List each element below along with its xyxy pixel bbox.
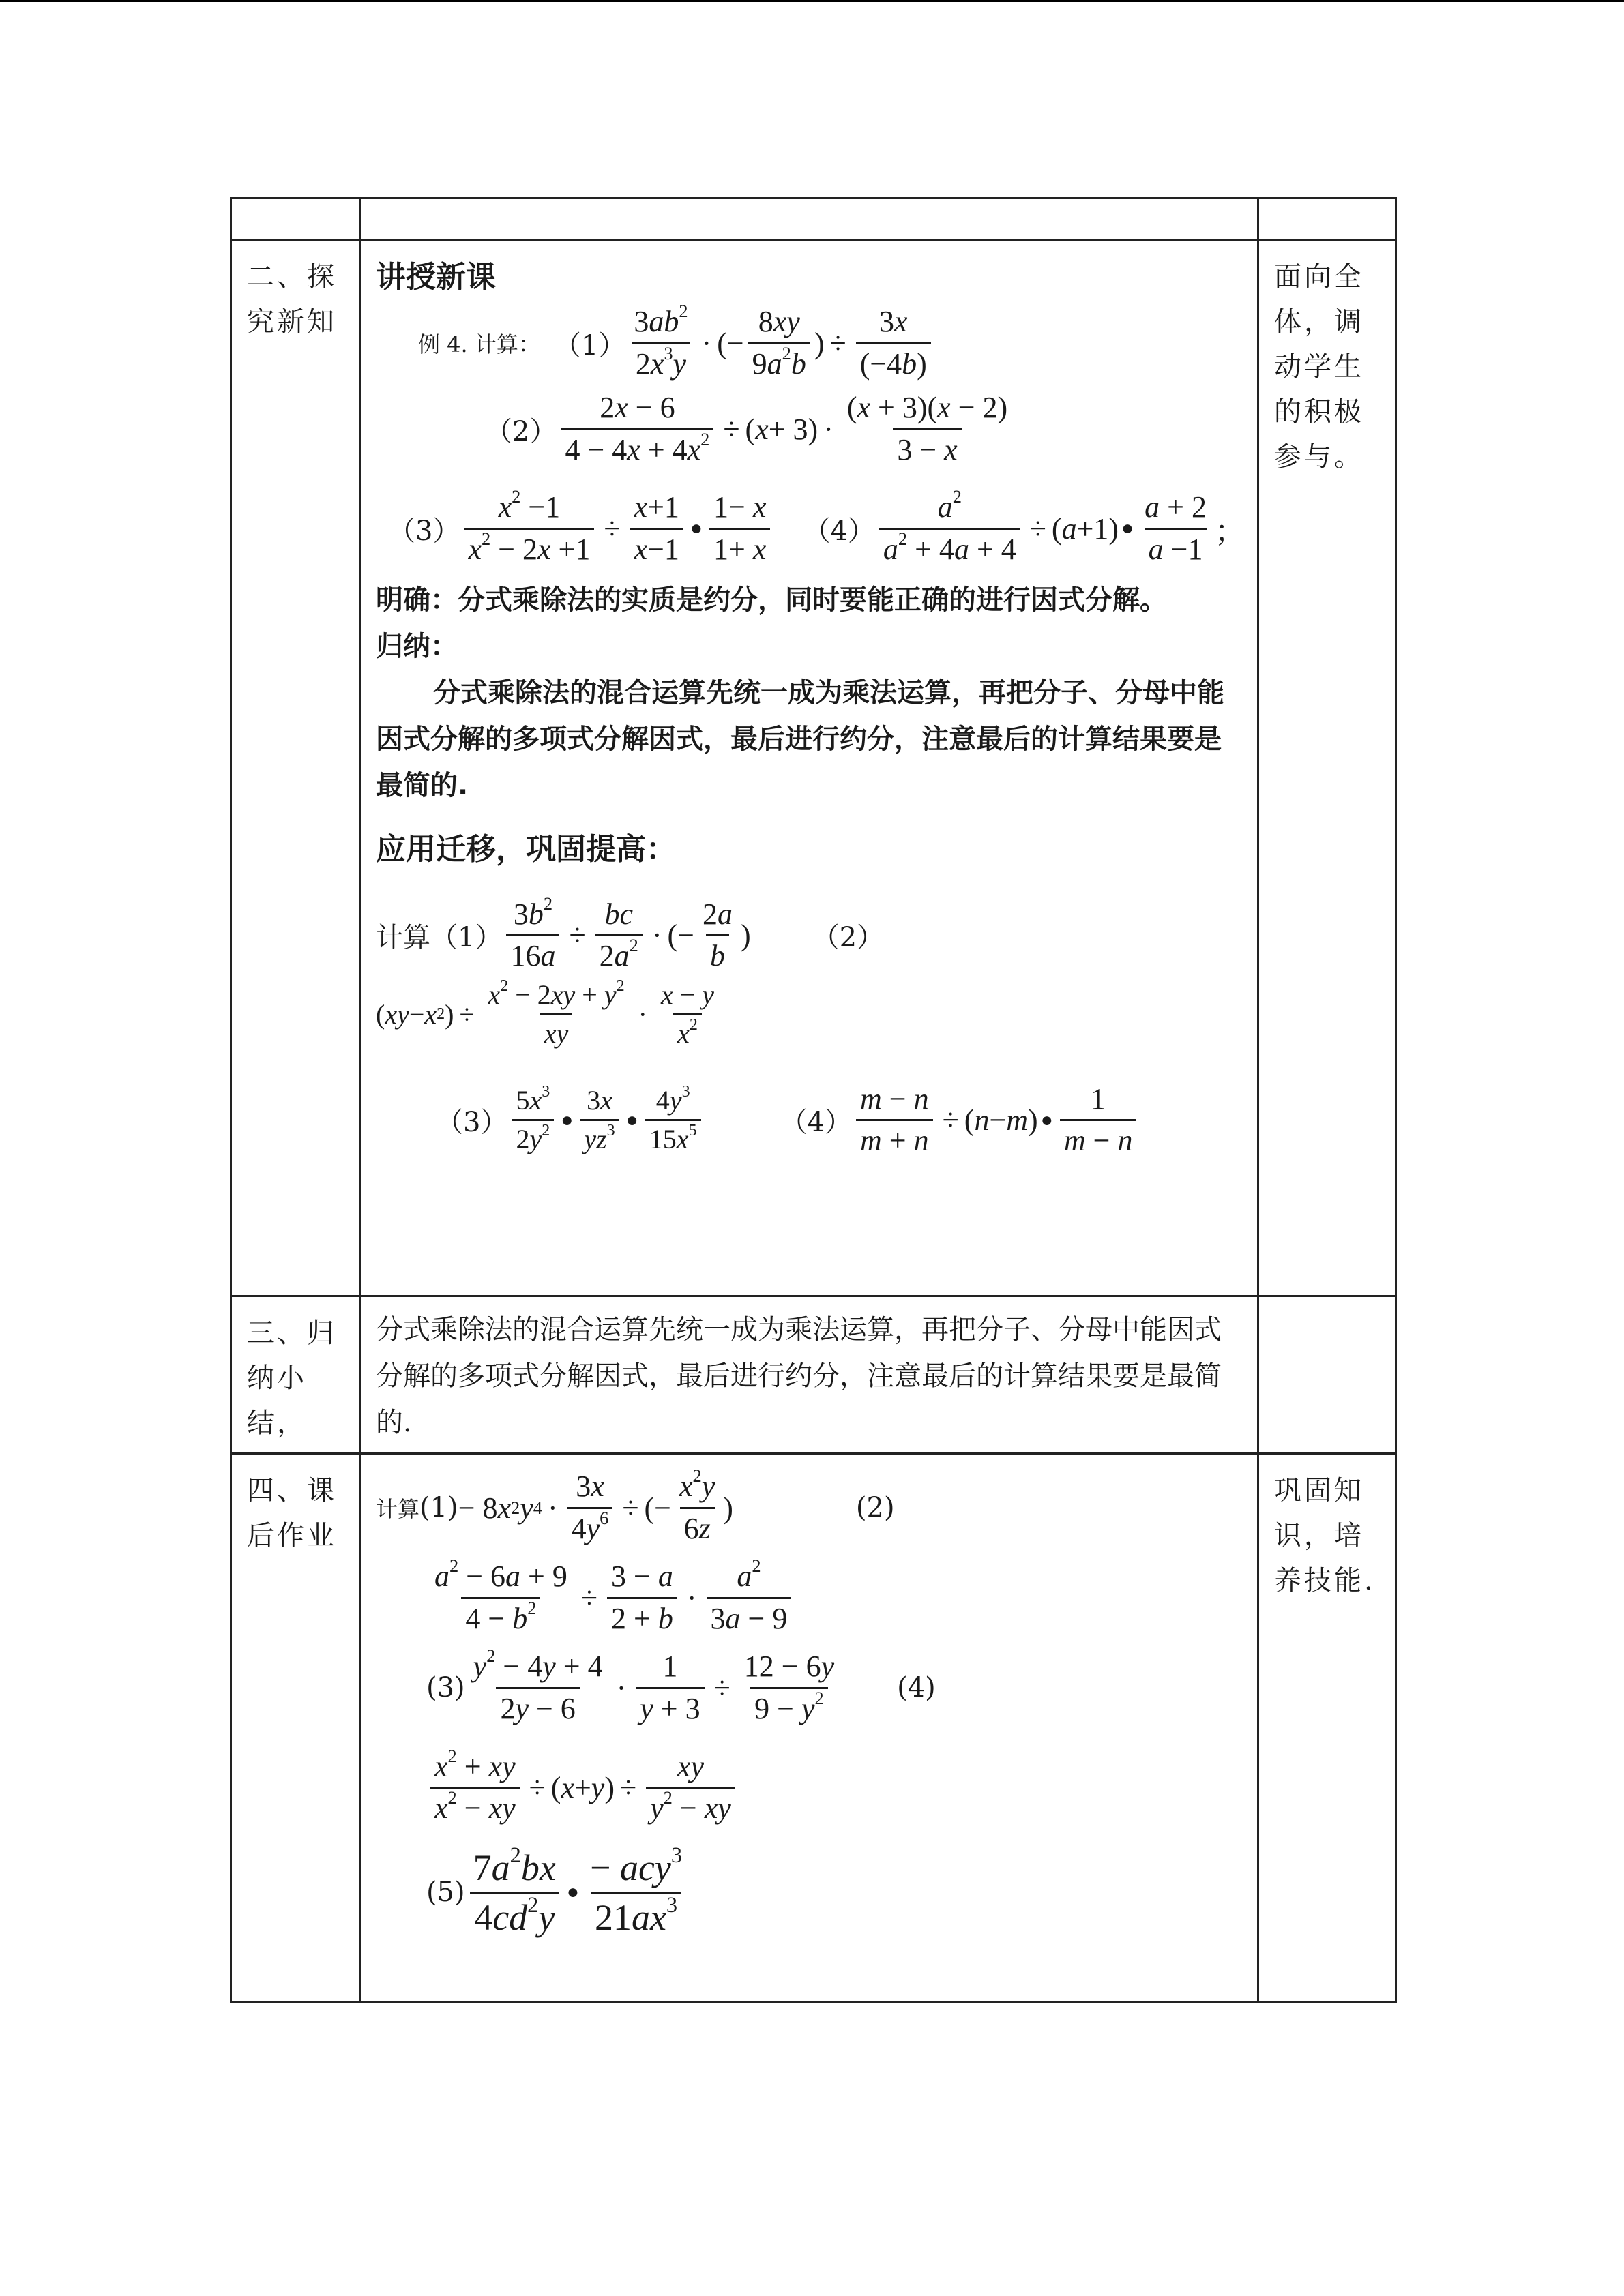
formula: $\frac{5x^3}{2y^2}$ ● $\frac{3x}{yz^3}$ ● $\frac{4y^3}{15x^5}$: [507, 1085, 705, 1155]
problem-number: (2): [855, 1492, 895, 1524]
header-cell-2: [360, 198, 1258, 240]
example-4-problem-1: [418, 300, 1245, 381]
section-heading-new-lesson: 讲授新课: [376, 260, 496, 295]
clarify-statement: 明确：分式乘除法的实质是约分，同时要能正确的进行因式分解。: [376, 584, 1167, 616]
teaching-note-homework: 巩固知识，培养技能.: [1274, 1475, 1376, 1596]
section-heading-apply: 应用迁移，巩固提高：: [376, 831, 676, 867]
formula: $\frac{2x - 6}{4 - 4x + 4x^2}$ ÷ ( x + 3) · $\frac{(x + 3)(x - 2)}{3 - x}$: [557, 391, 1016, 467]
table-row-explore: [231, 240, 1396, 1296]
calc-label: 计算: [376, 1496, 420, 1523]
practice-problems-3-4: [436, 1082, 1245, 1159]
lesson-plan-table: [230, 197, 1397, 2003]
homework-problem-4: [426, 1745, 1245, 1826]
formula: $\frac{7a^2bx}{4cd^2y}$ ● $\frac{- acy^3}{21ax^3}$: [465, 1847, 690, 1939]
formula: − 8 x 2 y 4 · $\frac{3x}{4y^6}$ ÷ (− $\frac{x^2y}{6z}$ ): [458, 1465, 733, 1545]
problem-number: (4): [897, 1672, 936, 1704]
example-4-problems-3-4: [388, 486, 1245, 567]
teaching-note-explore: 面向全体，调动学生的积极参与。: [1274, 261, 1364, 473]
note-cell-explore: [1258, 240, 1396, 1296]
problem-number: (1): [419, 1492, 458, 1524]
header-cell-1: [231, 198, 360, 240]
homework-problem-2: [426, 1555, 1245, 1636]
homework-problem-1: [376, 1465, 1245, 1546]
problem-number: (5): [426, 1877, 465, 1909]
row-label-summary: 三、归纳小结，: [247, 1317, 337, 1439]
summary-text: 分式乘除法的混合运算先统一成为乘法运算，再把分子、分母中能因式分解的多项式分解因式，最后进行约分，注意最后的计算结果要是最简的.: [376, 676, 1224, 801]
calc-label: 计算: [376, 922, 430, 954]
note-cell-homework: [1258, 1454, 1396, 2003]
formula: $\frac{x^2 + xy}{x^2 - xy}$ ÷ ( x + y ) ÷ $\frac{xy}{y^2 - xy}$: [426, 1750, 739, 1826]
problem-number: （1）: [553, 329, 626, 361]
page-top-rule: [0, 0, 1624, 2]
summary-title: 归纳：: [376, 630, 458, 662]
row-label-homework: 四、课后作业: [247, 1475, 337, 1551]
formula: $\frac{a^2 - 6a + 9}{4 - b^2}$ ÷ $\frac{3 - a}{2 + b}$ · $\frac{a^2}{3a - 9}$: [426, 1560, 795, 1636]
formula: $\frac{a^2}{a^2 + 4a + 4}$ ÷ ( a +1) ● $\frac{a + 2}{a -1}$ ；: [875, 490, 1245, 567]
problem-number: （4）: [780, 1107, 853, 1139]
header-cell-3: [1258, 198, 1396, 240]
problem-number: （2）: [812, 922, 885, 954]
content-cell-summary: [360, 1296, 1258, 1454]
row-label-cell: [231, 1454, 360, 2003]
formula: ( xy − x 2 ) ÷ $\frac{x^2 - 2xy + y^2}{xy}$ · $\frac{x - y}{x^2}$: [376, 976, 715, 1049]
homework-problem-3: [426, 1645, 1245, 1726]
row-label-cell: [231, 1296, 360, 1454]
content-cell-homework: [360, 1454, 1258, 2003]
problem-number: （3）: [388, 515, 460, 547]
note-cell-summary: [1258, 1296, 1396, 1454]
table-header-row: [231, 198, 1396, 240]
row-label-cell: [231, 240, 360, 1296]
example-label: 例 4. 计算：: [418, 331, 540, 358]
formula: $\frac{m - n}{m + n}$ ÷ ( n − m ) ● $\frac{1}{m - n}$: [852, 1082, 1140, 1159]
content-cell-explore: [360, 240, 1258, 1296]
homework-problem-5: [426, 1843, 1245, 1939]
summary-paragraph: 分式乘除法的混合运算先统一成为乘法运算，再把分子、分母中能因式分解的多项式分解因式，最后进行约分，注意最后的计算结果要是最简的.: [376, 1314, 1222, 1438]
formula: $\frac{3ab^2}{2x^3y}$ · (− $\frac{8xy}{9a^2b}$ ) ÷ $\frac{3x}{(-4b)}$: [625, 305, 934, 381]
table-row-summary: [231, 1296, 1396, 1454]
table-row-homework: [231, 1454, 1396, 2003]
problem-number: （4）: [803, 515, 875, 547]
formula: $\frac{x^2 -1}{x^2 - 2x +1}$ ÷ $\frac{x+1}{x-1}$ ● $\frac{1- x}{1+ x}$: [460, 490, 774, 567]
problem-number: （2）: [485, 415, 557, 447]
practice-problem-1: [376, 893, 1245, 974]
problem-number: (3): [426, 1672, 465, 1704]
practice-problem-2: [376, 976, 1245, 1049]
example-4-problem-2: [485, 391, 1245, 467]
problem-number: （1）: [430, 922, 503, 954]
row-label-explore: 二、探究新知: [247, 261, 337, 338]
formula: $\frac{3b^2}{16a}$ ÷ $\frac{bc}{2a^2}$ · (− $\frac{2a}{b}$ ): [502, 897, 750, 974]
problem-number: （3）: [436, 1107, 508, 1139]
formula: $\frac{y^2 - 4y + 4}{2y - 6}$ · $\frac{1}{y + 3}$ ÷ $\frac{12 - 6y}{9 - y^2}$: [473, 1645, 835, 1725]
